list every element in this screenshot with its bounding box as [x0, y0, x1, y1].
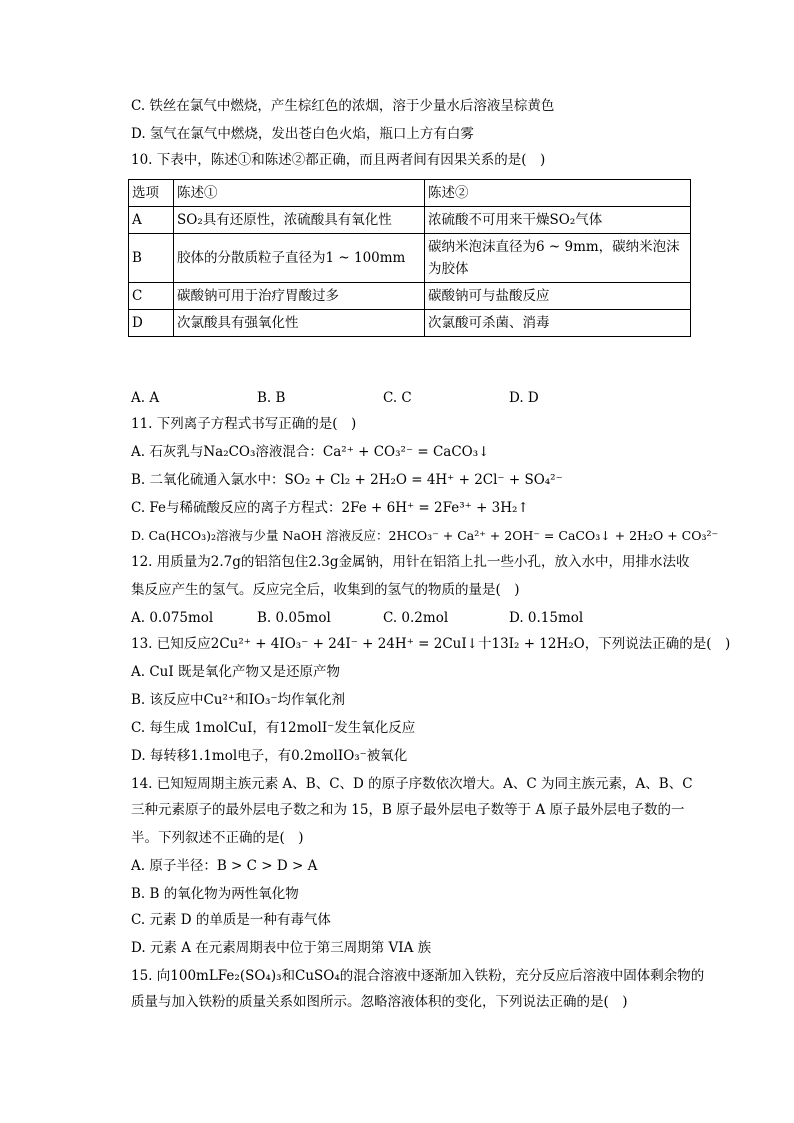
question-12-options — [131, 608, 583, 628]
table-cell: B — [129, 234, 174, 283]
question-13-option-d: D. 每转移1.1mol电子，有0.2molIO₃⁻被氧化 — [131, 748, 408, 764]
question-10-table — [128, 179, 691, 337]
question-15-stem-line2: 质量与加入铁粉的质量关系如图所示。忽略溶液体积的变化，下列说法正确的是( ) — [131, 994, 628, 1010]
option-d: D. 0.15mol — [509, 610, 584, 626]
table-cell: A — [129, 207, 174, 234]
table-header-cell: 选项 — [129, 180, 174, 207]
question-11-option-b: B. 二氧化硫通入氯水中：SO₂ + Cl₂ + 2H₂O = 4H⁺ + 2Cl⁻ + SO₄²⁻ — [131, 472, 563, 488]
option-c: C. 0.2mol — [383, 610, 449, 626]
question-13-stem: 13. 已知反应2Cu²⁺ + 4IO₃⁻ + 24I⁻ + 24H⁺ = 2CuI↓十13I₂ + 12H₂O，下列说法正确的是( ) — [131, 636, 731, 652]
option-a: A. A — [131, 390, 160, 406]
table-header-row — [129, 180, 691, 207]
question-9-option-d: D. 氢气在氯气中燃烧，发出苍白色火焰，瓶口上方有白雾 — [131, 126, 474, 142]
option-d: D. D — [509, 390, 539, 406]
table-cell: D — [129, 310, 174, 337]
question-11-option-a: A. 石灰乳与Na₂CO₃溶液混合：Ca²⁺ + CO₃²⁻ = CaCO₃↓ — [131, 444, 490, 460]
question-10-options — [131, 388, 539, 408]
table-row — [129, 283, 691, 310]
question-12-stem-line2: 集反应产生的氢气。反应完全后，收集到的氢气的物质的量是( ) — [131, 582, 520, 598]
question-10-stem: 10. 下表中，陈述①和陈述②都正确，而且两者间有因果关系的是( ) — [131, 152, 546, 168]
question-12-stem-line1: 12. 用质量为2.7g的铝箔包住2.3g金属钠，用针在铝箔上扎一些小孔，放入水中，用排水法收 — [131, 554, 690, 570]
table-header-cell: 陈述② — [425, 180, 691, 207]
option-b: B. B — [257, 390, 286, 406]
table-cell: 碳酸钠可与盐酸反应 — [425, 283, 691, 310]
table-cell: 浓硫酸不可用来干燥SO₂气体 — [425, 207, 691, 234]
question-14-option-a: A. 原子半径：B > C > D > A — [131, 858, 318, 874]
question-14-stem-line1: 14. 已知短周期主族元素 A、B、C、D 的原子序数依次增大。A、C 为同主族元素，A、B、C — [131, 776, 693, 792]
question-14-option-b: B. B 的氧化物为两性氧化物 — [131, 886, 299, 902]
question-14-option-d: D. 元素 A 在元素周期表中位于第三周期第 VIA 族 — [131, 940, 432, 956]
table-cell: 次氯酸具有强氧化性 — [174, 310, 425, 337]
question-11-option-d: D. Ca(HCO₃)₂溶液与少量 NaOH 溶液反应：2HCO₃⁻ + Ca²⁺ + 2OH⁻ = CaCO₃↓ + 2H₂O + CO₃²⁻ — [131, 528, 719, 543]
table-cell: 碳纳米泡沫直径为6 ~ 9mm，碳纳米泡沫为胶体 — [425, 234, 691, 283]
table-cell: C — [129, 283, 174, 310]
table-row — [129, 207, 691, 234]
question-13-option-c: C. 每生成 1molCuI，有12molI⁻发生氧化反应 — [131, 720, 416, 736]
option-a: A. 0.075mol — [131, 610, 214, 626]
table-row — [129, 234, 691, 283]
table-cell: SO₂具有还原性，浓硫酸具有氧化性 — [174, 207, 425, 234]
option-c: C. C — [383, 390, 412, 406]
question-15-stem-line1: 15. 向100mLFe₂(SO₄)₃和CuSO₄的混合溶液中逐渐加入铁粉，充分反应后溶液中固体剩余物的 — [131, 968, 705, 984]
table-header-cell: 陈述① — [174, 180, 425, 207]
option-b: B. 0.05mol — [257, 610, 331, 626]
table-cell: 次氯酸可杀菌、消毒 — [425, 310, 691, 337]
table-cell: 胶体的分散质粒子直径为1 ~ 100mm — [174, 234, 425, 283]
table-cell: 碳酸钠可用于治疗胃酸过多 — [174, 283, 425, 310]
question-14-stem-line3: 半。下列叙述不正确的是( ) — [131, 830, 304, 846]
question-13-option-a: A. CuI 既是氧化产物又是还原产物 — [131, 664, 340, 680]
question-11-option-c: C. Fe与稀硫酸反应的离子方程式：2Fe + 6H⁺ = 2Fe³⁺ + 3H₂↑ — [131, 500, 529, 516]
question-14-stem-line2: 三种元素原子的最外层电子数之和为 15，B 原子最外层电子数等于 A 原子最外层电子数的一 — [131, 802, 685, 818]
question-9-option-c: C. 铁丝在氯气中燃烧，产生棕红色的浓烟，溶于少量水后溶液呈棕黄色 — [131, 98, 555, 114]
question-14-option-c: C. 元素 D 的单质是一种有毒气体 — [131, 912, 331, 928]
question-13-option-b: B. 该反应中Cu²⁺和IO₃⁻均作氧化剂 — [131, 692, 346, 708]
question-11-stem: 11. 下列离子方程式书写正确的是( ) — [131, 416, 357, 432]
table-row — [129, 310, 691, 337]
